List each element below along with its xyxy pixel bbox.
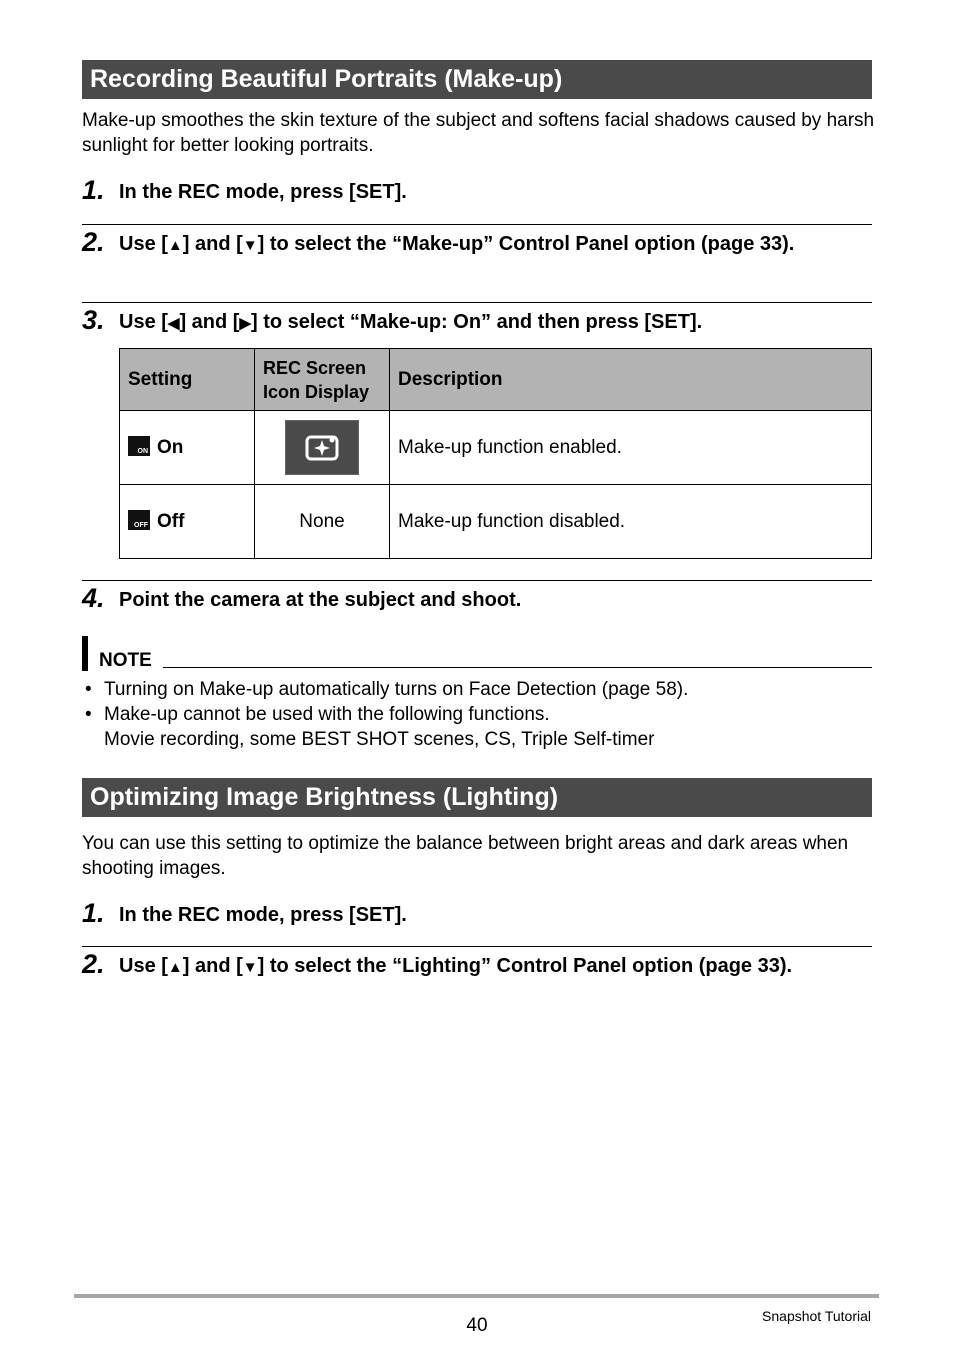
footer-section-label: Snapshot Tutorial [762,1308,871,1324]
step-number: 2. [82,227,105,257]
note-divider [163,667,872,668]
down-arrow-icon: ▼ [242,237,258,254]
step-text: Use [▲] and [▼] to select the “Lighting” Control Panel option (page 33). [119,955,793,977]
step-text: In the REC mode, press [SET]. [119,904,407,926]
note-marker [82,636,88,671]
table-row [120,485,872,559]
step-number: 1. [82,898,105,928]
step-number: 2. [82,949,105,979]
header-icon-display: REC Screen Icon Display [255,349,390,411]
step-divider [82,580,872,581]
section-title-lighting: Optimizing Image Brightness (Lighting) [82,778,872,817]
note-item: Make-up cannot be used with the following functions. [104,704,550,725]
step-number: 3. [82,305,105,335]
icon-display-cell: None [255,485,390,559]
step-divider [82,946,872,947]
step-number: 4. [82,583,105,613]
step-text: Point the camera at the subject and shoot. [119,589,522,611]
setting-cell: ON On [120,411,255,485]
down-arrow-icon: ▼ [242,959,258,976]
header-description: Description [390,349,872,411]
section-intro-makeup: Make-up smoothes the skin texture of the subject and softens facial shadows caused by harsh sunlight for better looking portraits. [82,110,875,156]
description-cell: Make-up function disabled. [390,485,872,559]
makeup-settings-table [119,348,872,559]
bullet-icon: • [85,679,92,700]
up-arrow-icon: ▲ [167,959,183,976]
right-arrow-icon: ▶ [239,315,251,332]
note-item-continuation: Movie recording, some BEST SHOT scenes, CS, Triple Self-timer [104,729,655,750]
header-setting: Setting [120,349,255,411]
step-text: In the REC mode, press [SET]. [119,181,407,203]
makeup-on-icon: ON [128,436,150,456]
step-text: Use [◀] and [▶] to select “Make-up: On” and then press [SET]. [119,311,703,333]
step-number: 1. [82,175,105,205]
setting-cell: OFF Off [120,485,255,559]
makeup-off-icon: OFF [128,510,150,530]
up-arrow-icon: ▲ [167,237,183,254]
icon-display-cell [255,411,390,485]
step-divider [82,302,872,303]
step-text: Use [▲] and [▼] to select the “Make-up” Control Panel option (page 33). [119,233,795,255]
section-intro-lighting: You can use this setting to optimize the balance between bright areas and dark areas when shooting images. [82,833,849,879]
bullet-icon: • [85,704,92,725]
left-arrow-icon: ◀ [167,315,180,332]
note-item: Turning on Make-up automatically turns on Face Detection (page 58). [104,679,689,700]
table-header-row [120,349,872,411]
footer-divider [74,1294,879,1298]
page-number: 40 [466,1315,488,1336]
description-cell: Make-up function enabled. [390,411,872,485]
makeup-rec-screen-icon [285,420,359,475]
section-title-makeup: Recording Beautiful Portraits (Make-up) [82,60,872,99]
table-row [120,411,872,485]
note-label: NOTE [99,650,152,671]
step-divider [82,224,872,225]
